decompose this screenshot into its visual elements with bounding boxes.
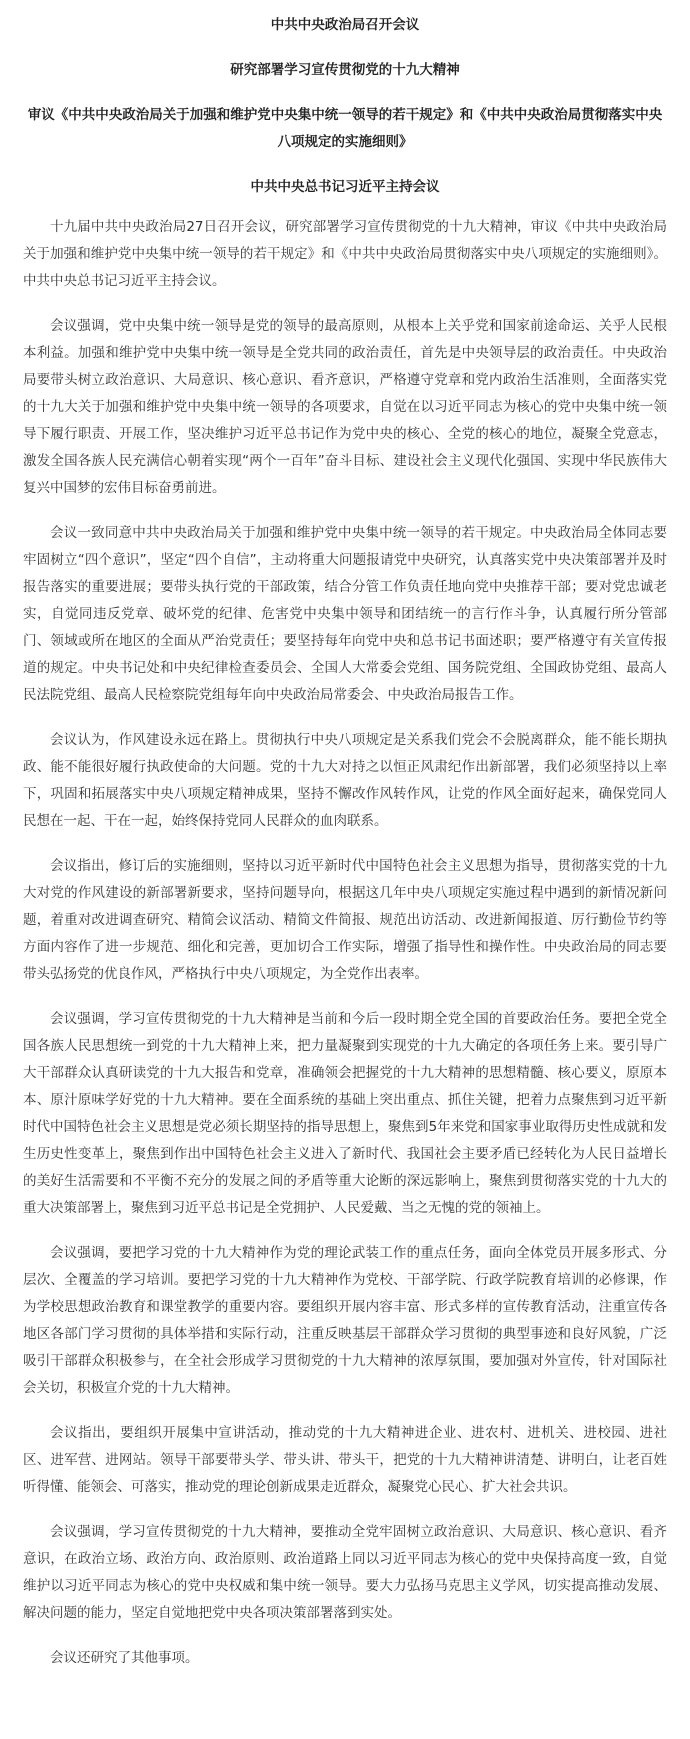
headline-host: 中共中央总书记习近平主持会议 <box>250 179 440 195</box>
paragraph: 会议强调，党中央集中统一领导是党的领导的最高原则，从根本上关乎党和国家前途命运、关乎人民根本利益。加强和维护党中央集中统一领导是全党共同的政治责任，首先是中央领导层的政治责任。中央政治局要带头树立政治意识、大局意识、核心意识、看齐意识，严格遵守党章和党内政治生活准则，全面落实党的十九大关于加强和维护党中央集中统一领导的各项要求，自觉在以习近平同志为核心的党中央集中统一领导下履行职责、开展工作，坚决维护习近平总书记作为党中央的核心、全党的核心的地位，凝聚全党意志，激发全国各族人民充满信心朝着实现“两个一百年”奋斗目标、建设社会主义现代化强国、实现中华民族伟大复兴中国梦的宏伟目标奋勇前进。 <box>23 318 667 496</box>
paragraph: 会议强调，要把学习党的十九大精神作为党的理论武装工作的重点任务，面向全体党员开展多形式、分层次、全覆盖的学习培训。要把学习党的十九大精神作为党校、干部学院、行政学院教育培训的必修课，作为学校思想政治教育和课堂教学的重要内容。要组织开展内容丰富、形式多样的宣传教育活动，注重宣传各地区各部门学习贯彻的具体举措和实际行动，注重反映基层干部群众学习贯彻的典型事迹和良好风貌，广泛吸引干部群众积极参与，在全社会形成学习贯彻党的十九大精神的浓厚氛围，要加强对外宣传，针对国际社会关切，积极宣介党的十九大精神。 <box>23 1245 667 1396</box>
paragraph: 会议强调，学习宣传贯彻党的十九大精神是当前和今后一段时期全党全国的首要政治任务。要把全党全国各族人民思想统一到党的十九大精神上来，把力量凝聚到实现党的十九大确定的各项任务上来。要引导广大干部群众认真研读党的十九大报告和党章，准确领会把握党的十九大精神的思想精髓、核心要义，原原本本、原汁原味学好党的十九大精神。要在全面系统的基础上突出重点、抓住关键，把着力点聚焦到习近平新时代中国特色社会主义思想是党必须长期坚持的指导思想上，聚焦到5年来党和国家事业取得历史性成就和发生历史性变革上，聚焦到作出中国特色社会主义进入了新时代、我国社会主要矛盾已经转化为人民日益增长的美好生活需要和不平衡不充分的发展之间的矛盾等重大论断的深远影响上，聚焦到贯彻落实党的十九大的重大决策部署上，聚焦到习近平总书记是全党拥护、人民爱戴、当之无愧的党的领袖上。 <box>23 1011 667 1216</box>
paragraph-lead: 十九届中共中央政治局27日召开会议，研究部署学习宣传贯彻党的十九大精神，审议《中共中央政治局关于加强和维护党中央集中统一领导的若干规定》和《中共中央政治局贯彻落实中央八项规定的实施细则》。中共中央总书记习近平主持会议。 <box>23 219 667 289</box>
paragraph: 会议指出，要组织开展集中宣讲活动，推动党的十九大精神进企业、进农村、进机关、进校园、进社区、进军营、进网站。领导干部要带头学、带头讲、带头干，把党的十九大精神讲清楚、讲明白，让老百姓听得懂、能领会、可落实，推动党的理论创新成果走近群众，凝聚党心民心、扩大社会共识。 <box>23 1425 667 1495</box>
paragraph: 会议强调，学习宣传贯彻党的十九大精神，要推动全党牢固树立政治意识、大局意识、核心意识、看齐意识，在政治立场、政治方向、政治原则、政治道路上同以习近平同志为核心的党中央保持高度一致，自觉维护以习近平同志为核心的党中央权威和集中统一领导。要大力弘扬马克思主义学风，切实提高推动发展、解决问题的能力，坚定自觉地把党中央各项决策部署落到实处。 <box>23 1524 667 1621</box>
headline-sub: 研究部署学习宣传贯彻党的十九大精神 <box>230 62 460 78</box>
paragraph: 会议一致同意中共中央政治局关于加强和维护党中央集中统一领导的若干规定。中央政治局全体同志要牢固树立“四个意识”，坚定“四个自信”，主动将重大问题报请党中央研究，认真落实党中央决策部署并及时报告落实的重要进展；要带头执行党的干部政策，结合分管工作负责任地向党中央推荐干部；要对党忠诚老实，自觉同违反党章、破坏党的纪律、危害党中央集中领导和团结统一的言行作斗争，认真履行所分管部门、领域或所在地区的全面从严治党责任；要坚持每年向党中央和总书记书面述职；要严格遵守有关宣传报道的规定。中央书记处和中央纪律检查委员会、全国人大常委会党组、国务院党组、全国政协党组、最高人民法院党组、最高人民检察院党组每年向中央政治局常委会、中央政治局报告工作。 <box>23 525 667 703</box>
paragraph-closing: 会议还研究了其他事项。 <box>50 1650 199 1666</box>
paragraph: 会议认为，作风建设永远在路上。贯彻执行中央八项规定是关系我们党会不会脱离群众，能不能长期执政、能不能很好履行执政使命的大问题。党的十九大对持之以恒正风肃纪作出新部署，我们必须坚持以上率下，巩固和拓展落实中央八项规定精神成果，坚持不懈改作风转作风，让党的作风全面好起来，确保党同人民想在一起、干在一起，始终保持党同人民群众的血肉联系。 <box>23 732 667 829</box>
paragraph: 会议指出，修订后的实施细则，坚持以习近平新时代中国特色社会主义思想为指导，贯彻落实党的十九大对党的作风建设的新部署新要求，坚持问题导向，根据这几年中央八项规定实施过程中遇到的新情况新问题，着重对改进调查研究、精简会议活动、精简文件简报、规范出访活动、改进新闻报道、厉行勤俭节约等方面内容作了进一步规范、细化和完善，更加切合工作实际，增强了指导性和操作性。中央政治局的同志要带头弘扬党的优良作风，严格执行中央八项规定，为全党作出表率。 <box>23 858 667 982</box>
headline-main: 中共中央政治局召开会议 <box>270 17 420 33</box>
headline-review: 审议《中共中央政治局关于加强和维护党中央集中统一领导的若干规定》和《中共中央政治局贯彻落实中央八项规定的实施细则》 <box>27 107 663 150</box>
